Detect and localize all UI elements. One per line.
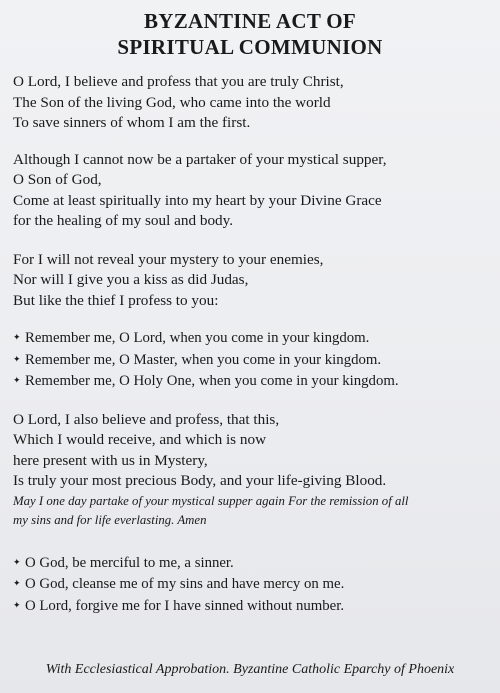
stanza-line: for the healing of my soul and body. — [13, 212, 234, 229]
list-item — [13, 573, 492, 595]
page-title — [0, 0, 500, 60]
stanza-line: Although I cannot now be a partaker of your mystical supper, — [13, 150, 387, 168]
stanza-line: For I will not reveal your mystery to your enemies, — [13, 250, 324, 268]
prayer-body — [13, 72, 492, 634]
list-item — [13, 349, 492, 371]
stanza-line: Come at least spiritually into my heart by your Divine Grace — [13, 191, 382, 209]
prayer-list — [13, 552, 492, 617]
stanza-2 — [13, 150, 492, 232]
stanza-line: here present with us in Mystery, — [13, 451, 208, 469]
stanza-line: O Lord, I also believe and profess, that this, — [13, 410, 280, 428]
list-item-text: Remember me, O Master, when you come in your kingdom. — [25, 351, 382, 368]
stanza-line: O Lord, I believe and profess that you are truly Christ, — [13, 73, 344, 90]
stanza-4 — [13, 410, 492, 530]
italic-petition-line: May I one day partake of your mystical supper again For the remission of all — [13, 493, 409, 508]
list-item — [13, 552, 492, 574]
italic-petition-line: my sins and for life everlasting. Amen — [13, 512, 207, 527]
list-item-text: O God, cleanse me of my sins and have mercy on me. — [25, 576, 345, 592]
approbation-footer: With Ecclesiastical Approbation. Byzantine Catholic Eparchy of Phoenix — [45, 662, 455, 677]
stanza-line: O Son of God, — [13, 171, 102, 188]
diamond-bullet-icon: ✦ — [13, 332, 21, 342]
title-line-2: SPIRITUAL COMMUNION — [117, 35, 383, 59]
remember-list — [13, 327, 492, 392]
stanza-line: To save sinners of whom I am the first. — [13, 114, 251, 131]
list-item-text: O Lord, forgive me for I have sinned without number. — [25, 597, 345, 614]
title-line-1: BYZANTINE ACT OF — [143, 9, 357, 33]
list-item-text: O God, be merciful to me, a sinner. — [25, 554, 234, 571]
stanza-line: Nor will I give you a kiss as did Judas, — [13, 271, 249, 288]
list-item-text: Remember me, O Lord, when you come in your kingdom. — [25, 330, 370, 346]
stanza-line: Which I would receive, and which is now — [13, 431, 267, 448]
list-item — [13, 327, 492, 349]
stanza-line: But like the thief I profess to you: — [13, 291, 219, 309]
diamond-bullet-icon: ✦ — [13, 375, 21, 385]
diamond-bullet-icon: ✦ — [13, 556, 21, 567]
diamond-bullet-icon: ✦ — [13, 353, 21, 364]
stanza-line: The Son of the living God, who came into the world — [13, 93, 331, 111]
stanza-1 — [13, 72, 492, 134]
diamond-bullet-icon: ✦ — [13, 599, 21, 610]
stanza-3 — [13, 250, 492, 312]
stanza-line: Is truly your most precious Body, and your life-giving Blood. — [13, 472, 387, 489]
list-item — [13, 595, 492, 617]
list-item — [13, 370, 492, 392]
list-item-text: Remember me, O Holy One, when you come in your kingdom. — [25, 373, 399, 389]
diamond-bullet-icon: ✦ — [13, 578, 21, 588]
